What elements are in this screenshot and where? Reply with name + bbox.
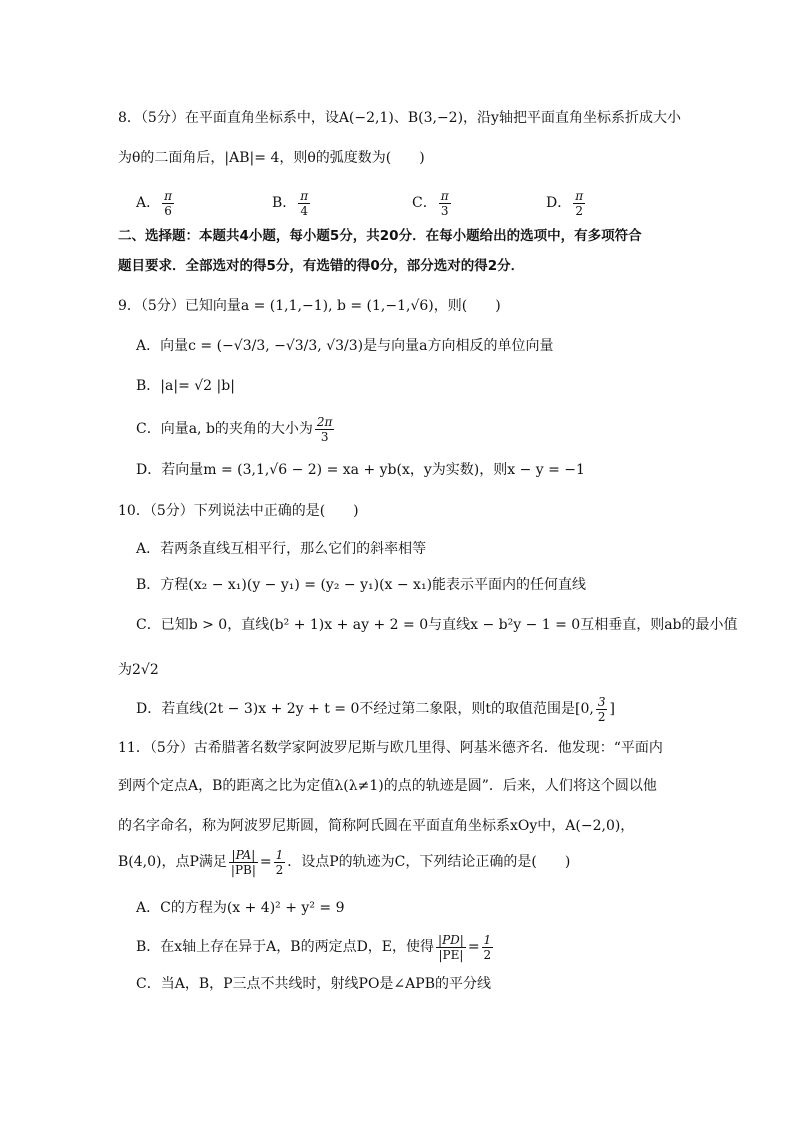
q8-choice-c: C． $\frac{\pi}{3}$ — [412, 188, 449, 218]
q10-option-c-line2: 为2√2 — [118, 662, 159, 678]
q11-option-a: A．C的方程为(x + 4)² + y² = 9 — [136, 900, 345, 916]
q9-stem: 9．（5分）已知向量a = (1,1,−1), b = (1,−1,√6)，则( ) — [118, 298, 501, 314]
q11-option-c: C．当A，B，P三点不共线时，射线PO是∠APB的平分线 — [136, 976, 491, 992]
q9-option-d: D．若向量m = (3,1,√6 − 2) = xa + yb(x，y为实数)，则x − y = −1 — [136, 462, 585, 478]
q11-option-b: B．在x轴上存在异于A，B的两定点D，E，使得 $\frac{|PD|}{|PE|}$ = $\frac{1}{2}$ — [136, 932, 492, 962]
q11-stem-line4: B(4,0)，点P满足 $\frac{|PA|}{|PB|}$ = $\frac{1}{2}$ ．设点P的轨迹为C，下列结论正确的是( ) — [118, 847, 571, 877]
q8-stem-line2: 为θ的二面角后，|AB|= 4，则θ的弧度数为( ) — [118, 150, 425, 166]
q8-choice-b: B． $\frac{\pi}{4}$ — [272, 188, 309, 218]
q10-option-c-line1: C．已知b > 0，直线(b² + 1)x + ay + 2 = 0与直线x − b²y − 1 = 0互相垂直，则ab的最小值 — [136, 617, 738, 633]
q9-option-c: C．向量a, b的夹角的大小为 $\frac{2\pi}{3}$ — [136, 414, 333, 444]
q8-stem-line1: 8．（5分）在平面直角坐标系中，设A(−2,1)、B(3,−2)，沿y轴把平面直角坐标系折成大小 — [118, 110, 681, 126]
q11-stem-line2: 到两个定点A，B的距离之比为定值λ(λ≠1)的点的轨迹是圆”．后来，人们将这个圆以他 — [118, 778, 657, 794]
q8-choice-d: D． $\frac{\pi}{2}$ — [546, 188, 584, 218]
q10-option-d: D．若直线(2t − 3)x + 2y + t = 0不经过第二象限，则t的取值范围是[0, $\frac{3}{2}$ ] — [136, 694, 615, 724]
q10-option-a: A．若两条直线互相平行，那么它们的斜率相等 — [136, 541, 427, 557]
q10-option-b: B．方程(x₂ − x₁)(y − y₁) = (y₂ − y₁)(x − x₁)能表示平面内的任何直线 — [136, 577, 587, 593]
section2-heading-line1: 二、选择题：本题共4小题，每小题5分，共20分．在每小题给出的选项中，有多项符合 — [118, 228, 642, 244]
q8-choice-a: A． $\frac{\pi}{6}$ — [136, 188, 173, 218]
q9-option-b: B．|a|= √2 |b| — [136, 378, 235, 394]
q9-option-a: A．向量c = (−√3/3, −√3/3, √3/3)是与向量a方向相反的单位向量 — [136, 338, 554, 354]
q10-stem: 10．（5分）下列说法中正确的是( ) — [118, 503, 359, 519]
q11-stem-line1: 11．（5分）古希腊著名数学家阿波罗尼斯与欧几里得、阿基米德齐名．他发现：“平面内 — [118, 740, 663, 756]
q11-stem-line3: 的名字命名，称为阿波罗尼斯圆，简称阿氏圆在平面直角坐标系xOy中，A(−2,0)， — [118, 818, 635, 834]
section2-heading-line2: 题目要求．全部选对的得5分，有选错的得0分，部分选对的得2分． — [118, 258, 525, 274]
q8-choices — [136, 186, 696, 220]
